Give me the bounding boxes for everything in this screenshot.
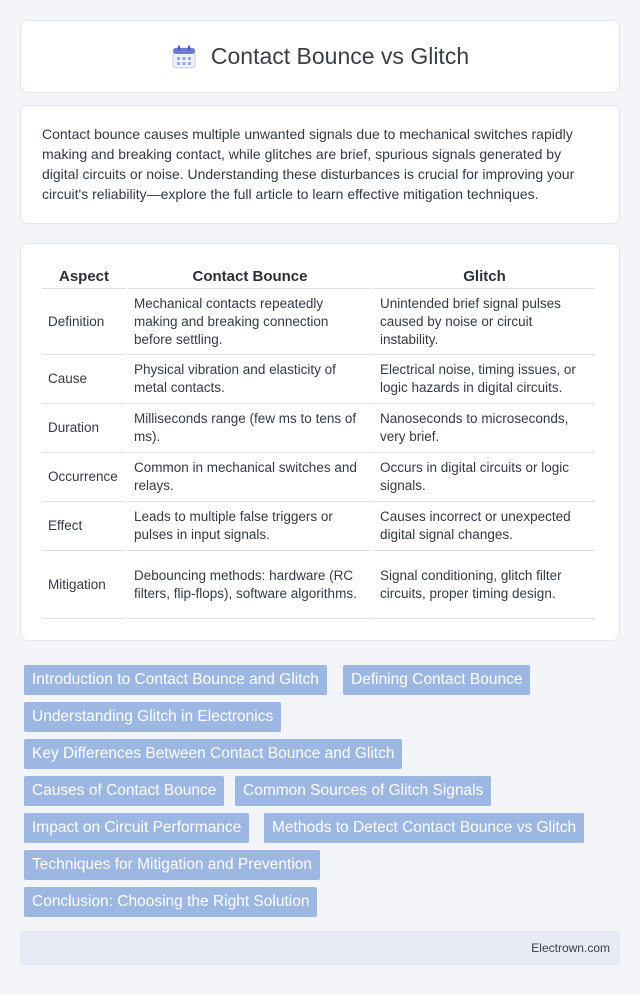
- row-glitch: Signal conditioning, glitch filter circuits, proper timing design.: [374, 551, 595, 619]
- table-row: [42, 404, 595, 453]
- row-contact-bounce: Physical vibration and elasticity of metal contacts.: [128, 355, 372, 404]
- tag-link[interactable]: Techniques for Mitigation and Prevention: [24, 850, 320, 880]
- row-contact-bounce: Milliseconds range (few ms to tens of ms).: [128, 404, 372, 453]
- tag-link[interactable]: Causes of Contact Bounce: [24, 776, 224, 806]
- header-card: [20, 20, 620, 93]
- header-glitch: Glitch: [374, 262, 595, 289]
- row-aspect: Definition: [42, 289, 126, 355]
- table-row: [42, 355, 595, 404]
- row-contact-bounce: Common in mechanical switches and relays.: [128, 453, 372, 502]
- row-glitch: Electrical noise, timing issues, or logic hazards in digital circuits.: [374, 355, 595, 404]
- table-row: [42, 289, 595, 355]
- row-glitch: Nanoseconds to microseconds, very brief.: [374, 404, 595, 453]
- table-row: [42, 453, 595, 502]
- row-aspect: Cause: [42, 355, 126, 404]
- page-title: Contact Bounce vs Glitch: [210, 43, 470, 69]
- row-aspect: Mitigation: [42, 551, 126, 619]
- tag-link[interactable]: Key Differences Between Contact Bounce and Glitch: [24, 739, 402, 769]
- calendar-icon: [171, 44, 197, 70]
- row-aspect: Occurrence: [42, 453, 126, 502]
- footer: [20, 931, 620, 965]
- comparison-table: [40, 262, 597, 619]
- tag-link[interactable]: Understanding Glitch in Electronics: [24, 702, 281, 732]
- row-contact-bounce: Leads to multiple false triggers or pulses in input signals.: [128, 502, 372, 551]
- comparison-table-card: [20, 243, 620, 641]
- row-glitch: Occurs in digital circuits or logic signals.: [374, 453, 595, 502]
- tag-link[interactable]: Conclusion: Choosing the Right Solution: [24, 887, 317, 917]
- row-aspect: Duration: [42, 404, 126, 453]
- header-contact-bounce: Contact Bounce: [128, 262, 372, 289]
- row-contact-bounce: Debouncing methods: hardware (RC filters, flip-flops), software algorithms.: [128, 551, 372, 619]
- tag-link[interactable]: Introduction to Contact Bounce and Glitch: [24, 665, 327, 695]
- intro-card: [20, 105, 620, 224]
- row-glitch: Causes incorrect or unexpected digital signal changes.: [374, 502, 595, 551]
- tag-link[interactable]: Impact on Circuit Performance: [24, 813, 249, 843]
- row-aspect: Effect: [42, 502, 126, 551]
- footer-site: Electrown.com: [531, 941, 610, 955]
- tag-link[interactable]: Defining Contact Bounce: [343, 665, 530, 695]
- intro-text: Contact bounce causes multiple unwanted signals due to mechanical switches rapidly making and breaking contact, while glitches are brief, spurious signals generated by digital circuits or noise. Understanding these disturbances is crucial for improving your circuit's reliability—explore the full article to learn effective mitigation techniques.: [42, 126, 575, 202]
- header-aspect: Aspect: [42, 262, 126, 289]
- tag-link[interactable]: Common Sources of Glitch Signals: [235, 776, 491, 806]
- row-glitch: Unintended brief signal pulses caused by noise or circuit instability.: [374, 289, 595, 355]
- table-header-row: [42, 262, 595, 289]
- table-row: [42, 551, 595, 619]
- row-contact-bounce: Mechanical contacts repeatedly making and breaking connection before settling.: [128, 289, 372, 355]
- tag-link[interactable]: Methods to Detect Contact Bounce vs Glitch: [264, 813, 584, 843]
- table-row: [42, 502, 595, 551]
